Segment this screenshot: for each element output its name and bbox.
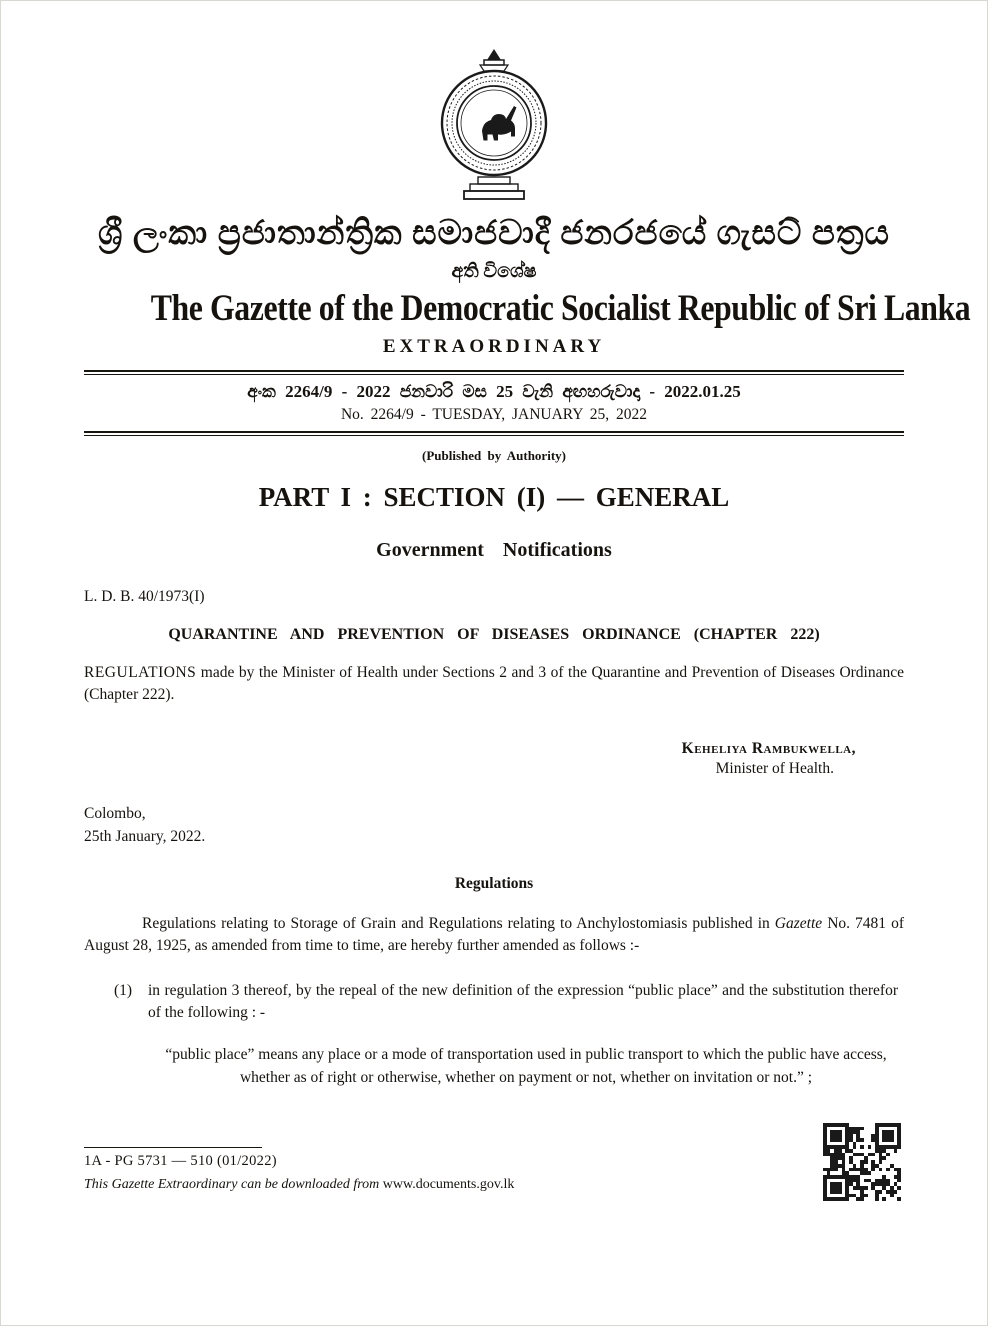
issue-block <box>84 370 904 436</box>
published-by-authority: (Published by Authority) <box>422 448 566 464</box>
paragraph-text-after: No. 7481 of August 28, 1925, as amended from time to time, are hereby further amended as follows :- <box>84 914 904 955</box>
qr-code <box>823 1123 901 1201</box>
part-section-heading: PART I : SECTION (I) — GENERAL <box>258 482 730 513</box>
date: 25th January, 2022. <box>84 828 206 846</box>
regulations-intro-paragraph <box>84 662 904 706</box>
intro-lead-word: REGULATIONS <box>84 664 197 682</box>
paragraph-text-before: Regulations relating to Storage of Grain and Regulations relating to Anchylostomiasis published in <box>142 914 775 932</box>
bottom-rule <box>84 431 904 436</box>
print-code: 1A - PG 5731 — 510 (01/2022) <box>84 1153 277 1169</box>
item-text: in regulation 3 thereof, by the repeal of the new definition of the expression “public place” and the substitution therefor of the following : - <box>148 981 898 1021</box>
signatory-title: Minister of Health. <box>715 760 834 778</box>
download-note-text: This Gazette Extraordinary can be downloaded from <box>84 1177 383 1192</box>
regulations-heading: Regulations <box>454 874 534 892</box>
issue-line-english: No. 2264/9 - TUESDAY, JANUARY 25, 2022 <box>340 406 648 424</box>
edition-label: EXTRAORDINARY <box>382 336 606 358</box>
gazette-title-english: The Gazette of the Democratic Socialist Republic of Sri Lanka <box>150 288 971 330</box>
amendment-paragraph <box>84 913 904 958</box>
regulation-item-1 <box>114 980 904 1025</box>
gazette-word-italic: Gazette <box>774 914 823 932</box>
gazette-subtitle-sinhala: අති විශේෂ <box>451 261 537 283</box>
signatory-name: Keheliya Rambukwella, <box>681 740 856 758</box>
emblem-container <box>84 47 904 208</box>
gazette-title-sinhala: ශ්‍රී ලංකා ප්‍රජාතාන්ත්‍රික සමාජවාදී ජනරජයේ ගැසට් පත්‍රය <box>98 215 890 252</box>
ordinance-title: QUARANTINE AND PREVENTION OF DISEASES ORDINANCE (CHAPTER 222) <box>168 626 820 644</box>
place: Colombo, <box>84 805 146 823</box>
public-place-definition-quote: “public place” means any place or a mode of transportation used in public transport to which the public have access, whether as of right or otherwise, whether on payment or not, whether on invitation or not.” ; <box>165 1046 887 1086</box>
footer-rule <box>84 1147 262 1148</box>
government-notifications-heading: Government Notifications <box>376 539 612 562</box>
place-date-block <box>84 802 904 849</box>
sri-lanka-emblem <box>438 47 550 203</box>
reference-number: L. D. B. 40/1973(I) <box>84 588 205 606</box>
item-number: (1) <box>114 981 133 999</box>
signature-block <box>84 740 904 778</box>
download-note <box>84 1177 684 1193</box>
issue-line-sinhala: අංක 2264/9 - 2022 ජනවාරි මස 25 වැනි අඟහරුවාදා - 2022.01.25 <box>247 382 741 402</box>
download-url: www.documents.gov.lk <box>382 1177 515 1192</box>
intro-rest-text: made by the Minister of Health under Sections 2 and 3 of the Quarantine and Prevention of Diseases Ordinance (Chapter 222). <box>84 664 904 704</box>
footer-block <box>84 1147 684 1193</box>
